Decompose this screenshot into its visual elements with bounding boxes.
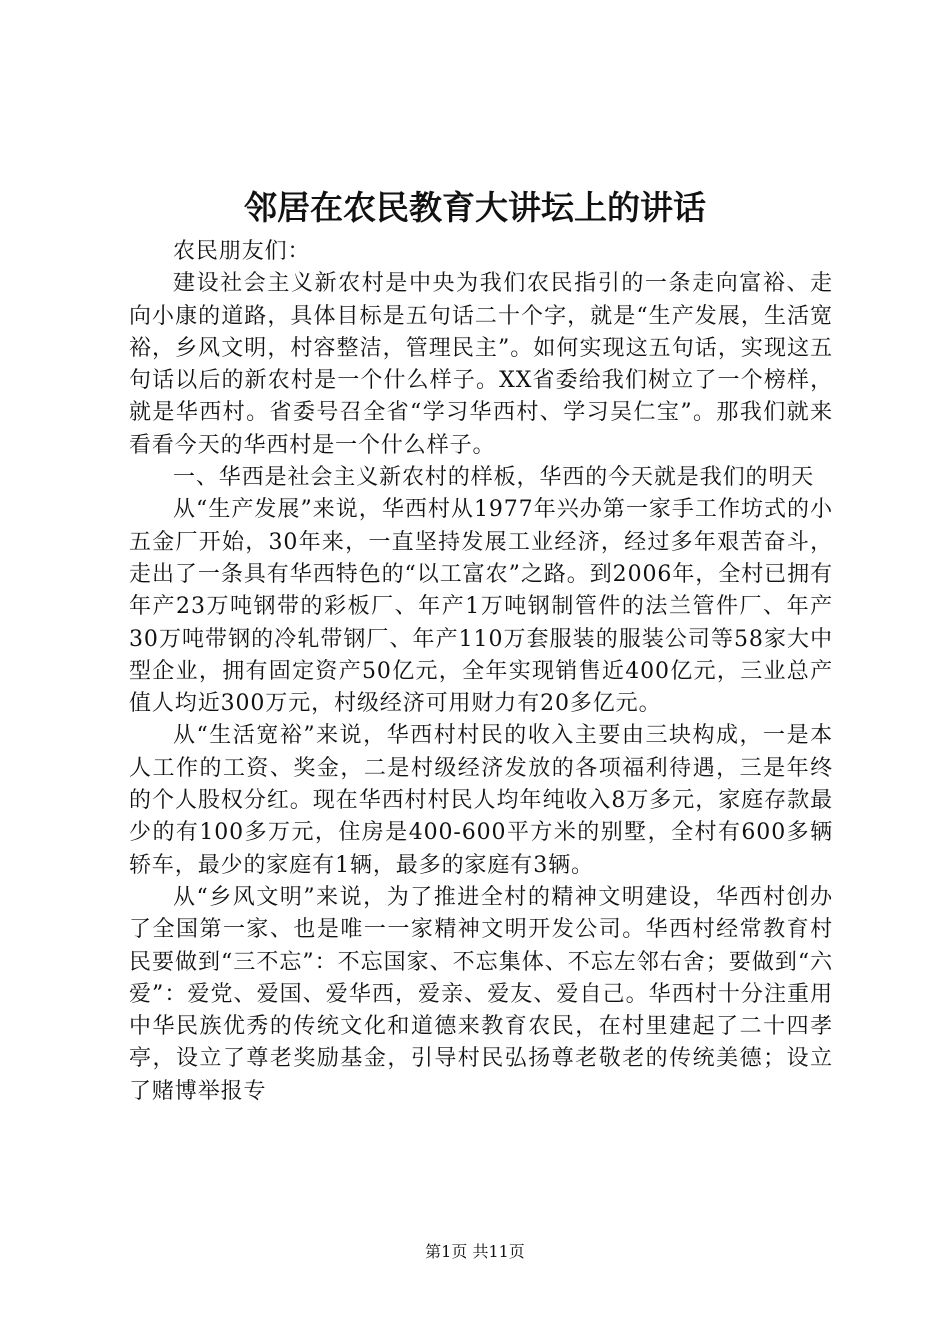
document-title: 邻居在农民教育大讲坛上的讲话 bbox=[244, 188, 706, 227]
greeting: 农民朋友们： bbox=[173, 239, 311, 264]
paragraph: 从“生产发展”来说，华西村从1977年兴办第一家手工作坊式的小五金厂开始，30年来，一直坚持发展工业经济，经过多年艰苦奋斗，走出了一条具有华西特色的“以工富农”之路。到2006年，全村已拥有年产23万吨钢带的彩板厂、年产1万吨钢制管件的法兰管件厂、年产30万吨带钢的冷轧带钢厂、年产110万套服装的服装公司等58家大中型企业，拥有固定资产50亿元，全年实现销售近400亿元，三业总产值人均近300万元，村级经济可用财力有20多亿元。 bbox=[129, 497, 833, 717]
paragraph: 建设社会主义新农村是中央为我们农民指引的一条走向富裕、走向小康的道路，具体目标是五句话二十个字，就是“生产发展，生活宽裕，乡风文明，村容整洁，管理民主”。如何实现这五句话，实现这五句话以后的新农村是一个什么样子。XX省委给我们树立了一个榜样，就是华西村。省委号召全省“学习华西村、学习吴仁宝”。那我们就来看看今天的华西村是一个什么样子。 bbox=[129, 271, 833, 458]
page-footer bbox=[0, 1240, 950, 1264]
paragraph: 从“生活宽裕”来说，华西村村民的收入主要由三块构成，一是本人工作的工资、奖金，二是村级经济发放的各项福利待遇，三是年终的个人股权分红。现在华西村村民人均年纯收入8万多元，家庭存款最少的有100多万元，住房是400-600平方米的别墅，全村有600多辆轿车，最少的家庭有1辆，最多的家庭有3辆。 bbox=[129, 723, 833, 878]
paragraph: 从“乡风文明”来说，为了推进全村的精神文明建设，华西村创办了全国第一家、也是唯一一家精神文明开发公司。华西村经常教育村民要做到“三不忘”：不忘国家、不忘集体、不忘左邻右舍；要做到“六爱”：爱党、爱国、爱华西，爱亲、爱友、爱自己。华西村十分注重用中华民族优秀的传统文化和道德来教育农民，在村里建起了二十四孝亭，设立了尊老奖励基金，引导村民弘扬尊老敬老的传统美德；设立了赌博举报专 bbox=[129, 884, 833, 1104]
page-indicator: 第1页 共11页 bbox=[425, 1242, 525, 1261]
document-body bbox=[129, 236, 833, 1108]
section-heading: 一、华西是社会主义新农村的样板，华西的今天就是我们的明天 bbox=[173, 465, 815, 491]
